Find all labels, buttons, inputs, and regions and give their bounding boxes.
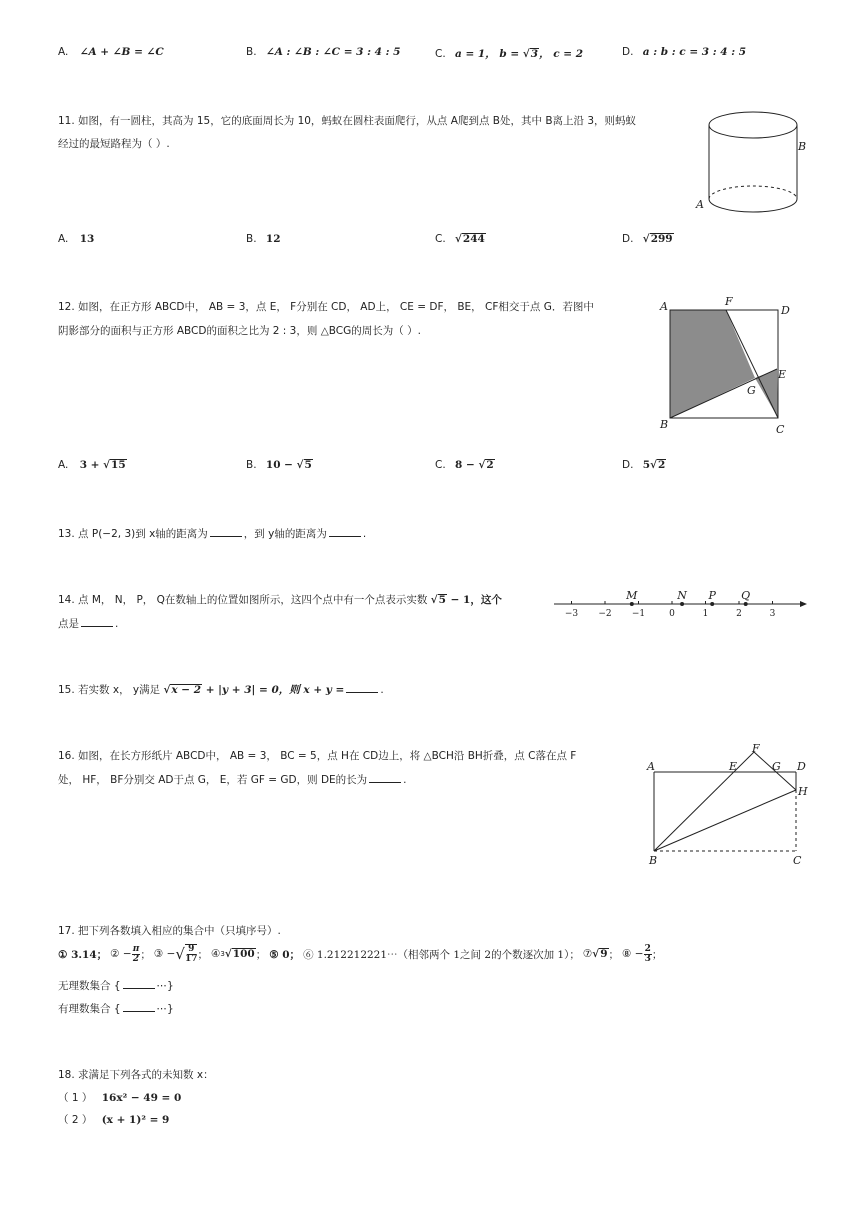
q17-rational-set: 有理数集合 { ⋯} [58, 1003, 174, 1015]
q11-option-c: C. √244 [435, 233, 485, 245]
frac-9-over-17: $\frac{9}{17}$ [184, 944, 198, 965]
number-line-point [630, 602, 634, 606]
q16-stem-line2: 处， HF， BF分别交 AD于点 G， E，若 GF = GD，则 DE的长为 . [58, 774, 407, 786]
segment-bh [654, 790, 796, 851]
rect-label-g: G [772, 760, 781, 773]
q17-number-list: ① 3.14； ② − $\frac{\pi}{2}$ ； ③ − √ $\frac{9}{17}$ ； ④ 3 √ 100 ； ⑤ 0； ⑥ 1.212212221⋯（相邻两个 1之间 2的个数逐次加 1）； ⑦ √ 9 ； ⑧ − $\frac{2}{3}$ ； [58, 943, 663, 965]
q14-blank[interactable] [81, 616, 113, 627]
q10-option-b: B. ∠A : ∠B : ∠C = 3 : 4 : 5 [246, 46, 401, 58]
q10-option-c: C. a = 1， b = √3， c = 2 [435, 48, 584, 60]
q15-blank[interactable] [346, 682, 378, 693]
q18-sub1: （ 1 ） 16x² − 49 = 0 [58, 1092, 182, 1104]
q17-irrational-blank[interactable] [123, 978, 155, 989]
q13-blank-1[interactable] [210, 526, 242, 537]
shaded-quadrilateral [670, 310, 755, 418]
square-label-e: E [778, 368, 787, 381]
q16-stem-line1: 16. 如图，在长方形纸片 ABCD中， AB = 3， BC = 5，点 H在 CD边上，将 △BCH沿 BH折叠，点 C落在点 F [58, 750, 577, 762]
q12-option-d: D. 5√2 [622, 459, 666, 471]
number-line-arrow [800, 601, 807, 607]
number-line-point-label: P [708, 589, 716, 602]
number-line-tick-label: 2 [736, 609, 742, 619]
q18-title: 18. 求满足下列各式的未知数 x： [58, 1069, 214, 1081]
frac-2-over-3: $\frac{2}{3}$ [644, 943, 651, 964]
q17-rational-blank[interactable] [123, 1001, 155, 1012]
q16-blank[interactable] [369, 772, 401, 783]
number-line-tick-label: 3 [769, 609, 776, 619]
square-label-c: C [776, 423, 785, 436]
q10-option-d: D. a : b : c = 3 : 4 : 5 [622, 46, 747, 58]
q12-option-a: A. 3 + √15 [58, 459, 126, 471]
number-line-tick-label: −1 [631, 609, 646, 619]
q13-stem: 13. 点 P(−2, 3)到 x轴的距离为 ，到 y轴的距离为 . [58, 528, 367, 540]
square-label-a: A [660, 300, 668, 313]
rect-label-c: C [793, 854, 802, 867]
cylinder-label-a: A [696, 198, 704, 211]
q17-title: 17. 把下列各数填入相应的集合中（只填序号）. [58, 925, 281, 937]
cylinder-bottom-front [709, 199, 797, 212]
q11-option-d: D. √299 [622, 233, 673, 245]
rect-label-a: A [647, 760, 655, 773]
q10-option-a: A. ∠A + ∠B = ∠C [58, 46, 164, 58]
number-line-tick-label: −2 [598, 609, 612, 619]
square-label-f: F [725, 295, 733, 308]
q13-blank-2[interactable] [329, 526, 361, 537]
number-line-tick-label: 1 [702, 609, 709, 619]
square-label-d: D [781, 304, 790, 317]
q12-square-figure [652, 290, 797, 440]
rect-label-h: H [798, 785, 808, 798]
q11-cylinder-figure [694, 108, 814, 218]
square-label-b: B [660, 418, 669, 431]
q14-stem-line1: 14. 点 M， N， P， Q在数轴上的位置如图所示，这四个点中有一个点表示实数 √5 − 1，这个 [58, 594, 502, 606]
number-line-point-label: Q [741, 589, 751, 602]
rect-label-b: B [649, 854, 658, 867]
q12-option-b: B. 10 − √5 [246, 459, 312, 471]
cylinder-label-b: B [798, 140, 807, 153]
q12-stem-line1: 12. 如图，在正方形 ABCD中， AB = 3，点 E， F分别在 CD， AD上， CE = DF， BE， CF相交于点 G．若图中 [58, 301, 594, 313]
q18-sub2: （ 2 ） (x + 1)² = 9 [58, 1114, 170, 1126]
number-line-point-label: M [626, 589, 638, 602]
cylinder-bottom-back [709, 186, 797, 199]
q11-option-b: B. 12 [246, 233, 281, 245]
q12-stem-line2: 阴影部分的面积与正方形 ABCD的面积之比为 2 : 3，则 △BCG的周长为（ ）. [58, 325, 421, 337]
q16-rectangle-figure [642, 740, 812, 868]
number-line-point [710, 602, 714, 606]
q14-number-line [550, 584, 812, 624]
q12-option-c: C. 8 − √2 [435, 459, 494, 471]
number-line-tick-label: 0 [669, 609, 675, 619]
rect-label-d: D [797, 760, 806, 773]
q15-stem: 15. 若实数 x， y满足 √x − 2 + |y + 3| = 0，则 x + y = . [58, 684, 384, 696]
rect-label-f: F [752, 742, 760, 755]
segment-bf [654, 752, 754, 851]
number-line-point [744, 602, 748, 606]
number-line-point [680, 602, 684, 606]
q11-stem-line1: 11. 如图，有一圆柱，其高为 15，它的底面周长为 10，蚂蚁在圆柱表面爬行，从点 A爬到点 B处，其中 B离上沿 3，则蚂蚁 [58, 115, 637, 127]
q14-stem-line2: 点是 . [58, 618, 119, 630]
number-line-point-label: N [677, 589, 687, 602]
q11-option-a: A. 13 [58, 233, 95, 245]
cylinder-top-ellipse [709, 112, 797, 138]
rect-label-e: E [729, 760, 738, 773]
frac-pi-over-2: $\frac{\pi}{2}$ [132, 943, 140, 964]
q11-stem-line2: 经过的最短路程为（ ）. [58, 138, 170, 150]
q17-irrational-set: 无理数集合 { ⋯} [58, 980, 174, 992]
number-line-tick-label: −3 [564, 609, 579, 619]
square-label-g: G [747, 384, 756, 397]
